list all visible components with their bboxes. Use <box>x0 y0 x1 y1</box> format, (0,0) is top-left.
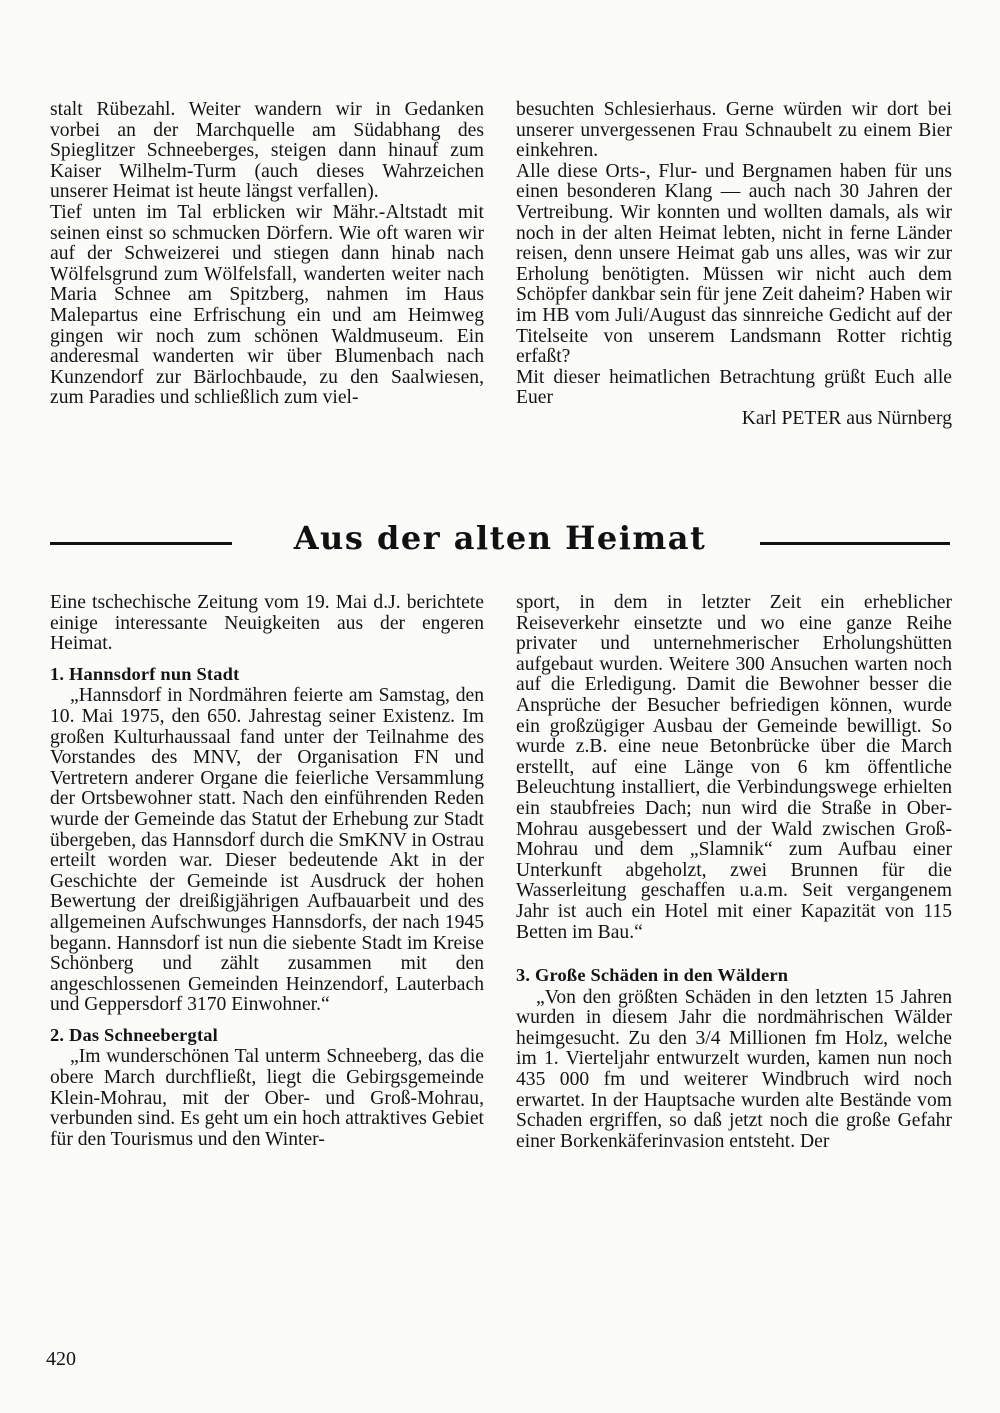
page-number: 420 <box>46 1348 76 1370</box>
top-article-paragraph: Alle diese Orts-, Flur- und Bergnamen haben für uns einen besonderen Klang — auch nach 30 Jahren der Vertreibung. Wir konnten und wollten damals, als wir noch in der alten Heimat lebten, nicht in ferne Länder reisen, denn unsere Heimat gab uns alles, was wir zur Erholung benötigten. Müssen wir nicht auch dem Schöpfer dankbar sein für jene Zeit daheim? Haben wir im HB vom Juli/August das sinnreiche Gedicht auf der Titelseite von unserem Landsmann Rotter richtig erfaßt? <box>516 160 952 368</box>
section-spacer <box>516 943 952 956</box>
top-article-paragraph: besuchten Schlesierhaus. Gerne würden wir dort bei unserer unvergessenen Frau Schnaubelt zu einem Bier einkehren. <box>516 99 952 162</box>
section-heading-1: 1. Hannsdorf nun Stadt <box>50 663 240 684</box>
section-text-2-part-1: „Im wunderschönen Tal unterm Schneeberg, das die obere March durchfließt, liegt die Gebirgsgemeinde Klein-Mohrau, mit der Ober- und Groß-Mohrau, verbunden sind. Es geht um ein hoch attraktives Gebiet für den Tourismus und den Winter- <box>50 1046 484 1150</box>
section-headline-row <box>50 518 950 558</box>
section-headline: Aus der alten Heimat <box>293 519 707 557</box>
bottom-article-column-2 <box>516 593 952 1152</box>
section-text-2-part-2: sport, in dem in letzter Zeit ein erheblicher Reiseverkehr einsetzte und wo eine ganze Reihe privater und unternehmerischer Erholungshütten aufgebaut wurden. Weitere 300 Ansuchen warten noch auf die Erledigung. Damit die Bewohner besser die Ansprüche der Besucher befriedigen können, wurde ein großzügiger Ausbau der Gemeinde bewilligt. So wurde z.B. eine neue Betonbrücke über die March erstellt, auf eine Länge von 6 km öffentliche Beleuchtung installiert, die Verbindungswege erhielten ein staubfreies Dach; nun wird die Straße in Ober-Mohrau ausgebessert und der Wald zwischen Groß-Mohrau und dem „Slamnik“ zum Aufbau einer Unterkunft abgeholzt, zwei Brunnen für die Wasserleitung geschaffen u.a.m. Seit vergangenem Jahr ist auch ein Hotel mit einer Kapazität von 115 Betten im Bau.“ <box>516 592 952 943</box>
article-intro: Eine tschechische Zeitung vom 19. Mai d.J. berichtete einige interessante Neuigkeiten aus der engeren Heimat. <box>50 592 484 655</box>
top-article-paragraph: Tief unten im Tal erblicken wir Mähr.-Altstadt mit seinen einst so schmucken Dörfern. Wie oft waren wir auf der Schweizerei und stiegen dann hinab nach Wölfelsgrund zum Wölfelsfall, wanderten weiter nach Maria Schnee am Spitzberg, nahmen im Haus Malepartus eine Erfrischung ein und am Heimweg gingen wir noch zum schönen Waldmuseum. Ein anderesmal wanderten wir über Blumenbach nach Kunzendorf zur Bärlochbaude, zu den Saalwiesen, zum Paradies und schließlich zum viel- <box>50 201 484 409</box>
section-heading-2: 2. Das Schneebergtal <box>50 1024 218 1045</box>
top-article-column-2 <box>516 100 952 430</box>
top-article-paragraph: Mit dieser heimatlichen Betrachtung grüßt Euch alle Euer <box>516 366 952 409</box>
headline-rule-left <box>50 542 232 545</box>
headline-rule-right <box>760 542 950 545</box>
section-heading-3: 3. Große Schäden in den Wäldern <box>516 965 789 986</box>
top-article-paragraph: stalt Rübezahl. Weiter wandern wir in Gedanken vorbei an der Marchquelle am Südabhang des Spieglitzer Schneeberges, steigen dann hinauf zum Kaiser Wilhelm-Turm (auch dieses Wahrzeichen unserer Heimat ist heute längst verfallen). <box>50 99 484 203</box>
bottom-article-column-1 <box>50 593 484 1150</box>
section-text-3: „Von den größten Schäden in den letzten 15 Jahren wurden in diesem Jahr die nordmährischen Wälder heimgesucht. Zu den 3/4 Millionen fm Holz, welche im 1. Vierteljahr entwurzelt wurden, kamen nun noch 435 000 fm und weiterer Windbruch wird noch erwartet. In der Hauptsache wurden alte Bestände vom Schaden ergriffen, so daß jetzt noch die große Gefahr einer Borkenkäferinvasion entsteht. Der <box>516 986 952 1152</box>
top-article-column-1 <box>50 100 484 409</box>
section-text-1: „Hannsdorf in Nordmähren feierte am Samstag, den 10. Mai 1975, den 650. Jahrestag seiner Existenz. Im großen Kulturhaussaal fand unter der Teilnahme des Vorstandes des MNV, der Organisation FN und Vertretern anderer Organe die feierliche Versammlung der Ortsbewohner statt. Nach den einführenden Reden wurde der Gemeinde das Statut der Erhebung zur Stadt übergeben, das Hannsdorf durch die SmKNV in Ostrau erteilt worden war. Dieser bedeutende Akt in der Geschichte der Gemeinde ist Ausdruck der hohen Bewertung der dreißigjährigen Aufbauarbeit und des allgemeinen Aufschwunges Hannsdorfs, der nach 1945 begann. Hannsdorf ist nun die siebente Stadt im Kreise Schönberg und zählt zusammen mit den angeschlossenen Gemeinden Heinzendorf, Lauterbach und Geppersdorf 3170 Einwohner.“ <box>50 685 484 1016</box>
author-signature: Karl PETER aus Nürnberg <box>741 407 952 429</box>
